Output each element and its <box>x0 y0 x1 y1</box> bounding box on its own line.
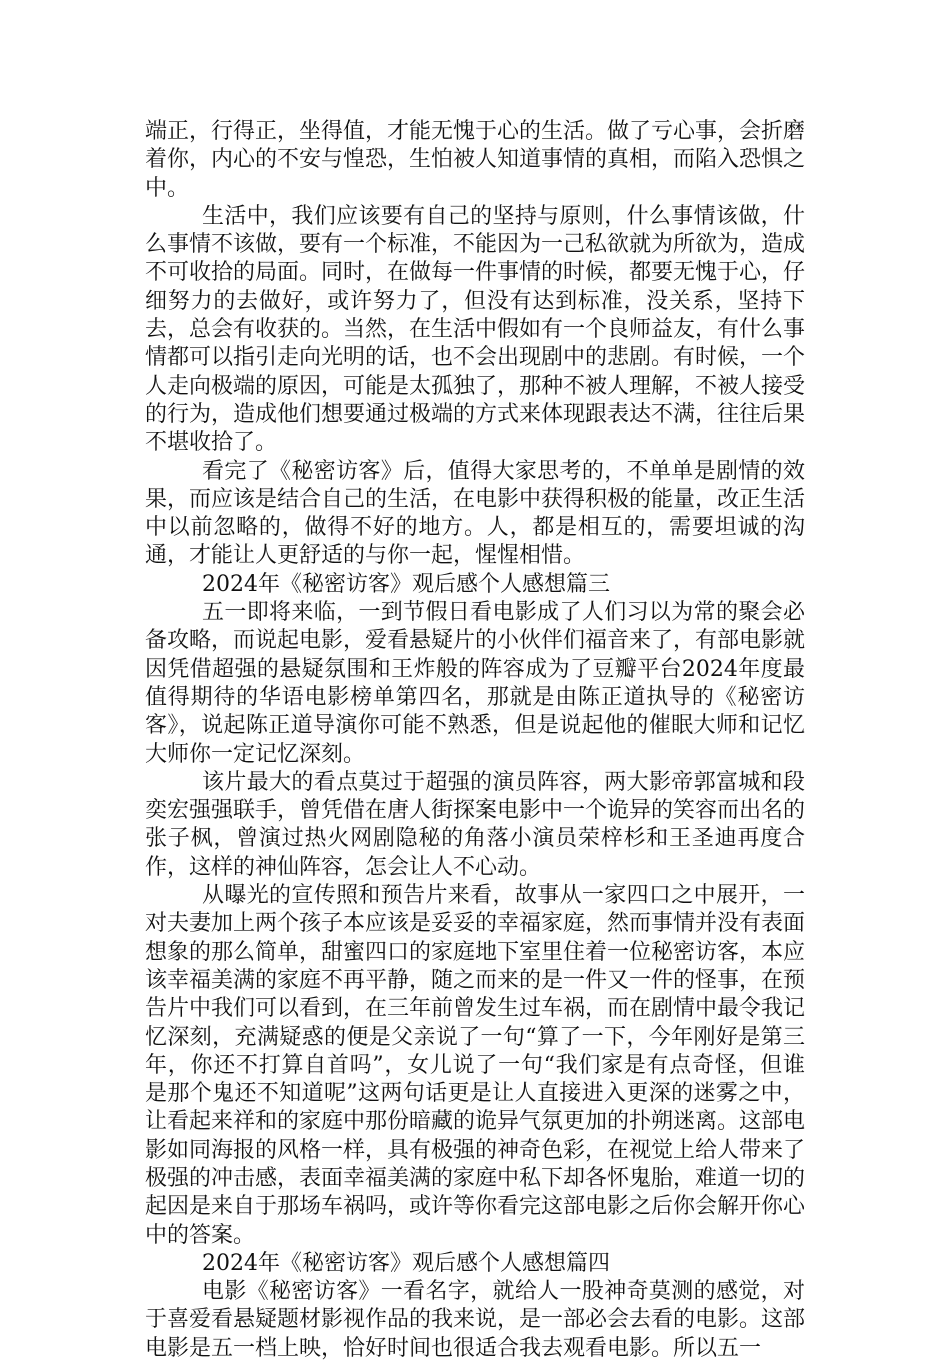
paragraph-principles: 生活中，我们应该要有自己的坚持与原则，什么事情该做，什么事情不该做，要有一个标准，不能因为一己私欲就为所欲为，造成不可收拾的局面。同时，在做每一件事情的时候，都要无愧于心，仔细努力的去做好，或许努力了，但没有达到标准，没关系，坚持下去，总会有收获的。当然，在生活中假如有一个良师益友，有什么事情都可以指引走向光明的话，也不会出现剧中的悲剧。有时候，一个人走向极端的原因，可能是太孤独了，那种不被人理解，不被人接受的行为，造成他们想要通过极端的方式来体现跟表达不满，往往后果不堪收拾了。 <box>145 203 806 456</box>
paragraph-may-day-movie: 五一即将来临，一到节假日看电影成了人们习以为常的聚会必备攻略，而说起电影，爱看悬疑片的小伙伴们福音来了，有部电影就因凭借超强的悬疑氛围和王炸般的阵容成为了豆瓣平台2024年度最值得期待的华语电影榜单第四名，那就是由陈正道执导的《秘密访客》，说起陈正道导演你可能不熟悉，但是说起他的催眠大师和记忆大师你一定记忆深刻。 <box>145 600 806 767</box>
document-body <box>145 118 805 1363</box>
paragraph-story: 从曝光的宣传照和预告片来看，故事从一家四口之中展开，一对夫妻加上两个孩子本应该是妥妥的幸福家庭，然而事情并没有表面想象的那么简单，甜蜜四口的家庭地下室里住着一位秘密访客，本应该幸福美满的家庭不再平静，随之而来的是一件又一件的怪事，在预告片中我们可以看到，在三年前曾发生过车祸，而在剧情中最令我记忆深刻，充满疑惑的便是父亲说了一句“算了一下，今年刚好是第三年，你还不打算自首吗”，女儿说了一句“我们家是有点奇怪，但谁是那个鬼还不知道呢”这两句话更是让人直接进入更深的迷雾之中，让看起来祥和的家庭中那份暗藏的诡异气氛更加的扑朔迷离。这部电影如同海报的风格一样，具有极强的神奇色彩，在视觉上给人带来了极强的冲击感，表面幸福美满的家庭中私下却各怀鬼胎，难道一切的起因是来自于那场车祸吗，或许等你看完这部电影之后你会解开你心中的答案。 <box>145 883 806 1248</box>
paragraph-part-four-intro: 电影《秘密访客》一看名字，就给人一股神奇莫测的感觉，对于喜爱看悬疑题材影视作品的我来说，是一部必会去看的电影。这部电影是五一档上映，恰好时间也很适合我去观看电影。所以五一 <box>145 1279 806 1361</box>
paragraph-cast: 该片最大的看点莫过于超强的演员阵容，两大影帝郭富城和段奕宏强强联手，曾凭借在唐人街探案电影中一个诡异的笑容而出名的张子枫，曾演过热火网剧隐秘的角落小演员荣梓杉和王圣迪再度合作，这样的神仙阵容，怎会让人不心动。 <box>145 769 806 880</box>
paragraph-reflection: 看完了《秘密访客》后，值得大家思考的，不单单是剧情的效果，而应该是结合自己的生活，在电影中获得积极的能量，改正生活中以前忽略的，做得不好的地方。人，都是相互的，需要坦诚的沟通，才能让人更舒适的与你一起，惺惺相惜。 <box>145 458 806 569</box>
section-heading-part-three: 2024年《秘密访客》观后感个人感想篇三 <box>202 571 610 597</box>
paragraph-continuation: 端正，行得正，坐得值，才能无愧于心的生活。做了亏心事，会折磨着你，内心的不安与惶恐，生怕被人知道事情的真相，而陷入恐惧之中。 <box>145 119 806 201</box>
section-heading-part-four: 2024年《秘密访客》观后感个人感想篇四 <box>202 1250 610 1276</box>
